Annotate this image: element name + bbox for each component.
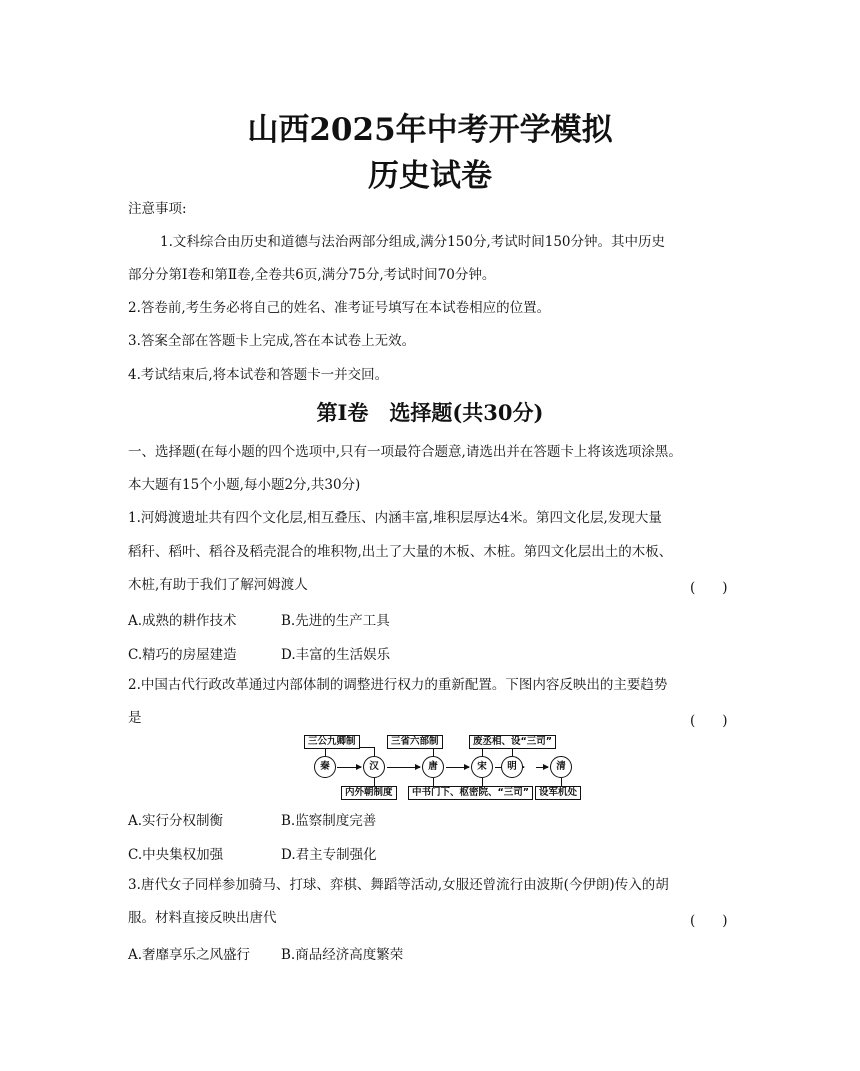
- q1-stem-line2: 稻秆、稻叶、稻谷及稻壳混合的堆积物,出土了大量的木板、木桩。第四文化层出土的木板、: [128, 544, 673, 560]
- notice-heading: 注意事项:: [128, 201, 187, 217]
- section-instructions-cont: 本大题有15个小题,每小题2分,共30分): [128, 477, 361, 493]
- q1-stem-line3: 木桩,有助于我们了解河姆渡人: [128, 577, 308, 593]
- section-instructions: 一、选择题(在每小题的四个选项中,只有一项最符合题意,请选出并在答题卡上将该选项涂黑。: [128, 444, 682, 460]
- notice-item-1-cont: 部分分第Ⅰ卷和第Ⅱ卷,全卷共6页,满分75分,考试时间70分钟。: [128, 267, 496, 283]
- q1-stem-line1: 1.河姆渡遗址共有四个文化层,相互叠压、内涵丰富,堆积层厚达4米。第四文化层,发现大量: [128, 510, 662, 526]
- node-qing: 清: [550, 756, 572, 778]
- q2-stem-line1: 2.中国古代行政改革通过内部体制的调整进行权力的重新配置。下图内容反映出的主要趋势: [128, 677, 668, 693]
- q2-option-d: D.君主专制强化: [281, 847, 377, 863]
- node-han: 汉: [363, 756, 385, 778]
- dynasty-reform-diagram: [303, 733, 588, 801]
- node-tang: 唐: [422, 756, 444, 778]
- exam-title: 山西2025年中考开学模拟: [247, 112, 613, 148]
- q2-stem-line2: 是: [128, 710, 142, 726]
- label-fei-chengxiang: 废丞相、设“三司”: [469, 735, 556, 749]
- node-ming: 明: [501, 756, 523, 778]
- q1-option-b: B.先进的生产工具: [281, 613, 390, 629]
- notice-item-3: 3.答案全部在答题卡上完成,答在本试卷上无效。: [128, 333, 416, 349]
- q1-option-c: C.精巧的房屋建造: [128, 647, 237, 663]
- node-song: 宋: [471, 756, 493, 778]
- q3-option-b: B.商品经济高度繁荣: [281, 947, 404, 963]
- q1-option-d: D.丰富的生活娱乐: [281, 647, 391, 663]
- q3-answer-paren: ( ): [690, 913, 728, 929]
- q2-option-b: B.监察制度完善: [281, 813, 377, 829]
- q3-stem-line2: 服。材料直接反映出唐代: [128, 910, 277, 926]
- label-neiwai-chao: 内外朝制度: [341, 786, 397, 800]
- q3-option-a: A.奢靡享乐之风盛行: [128, 947, 251, 963]
- q1-option-a: A.成熟的耕作技术: [128, 613, 237, 629]
- node-qin: 秦: [314, 756, 336, 778]
- notice-item-4: 4.考试结束后,将本试卷和答题卡一并交回。: [128, 367, 389, 383]
- label-sangong-jiuqing: 三公九卿制: [304, 735, 360, 749]
- notice-item-2: 2.答卷前,考生务必将自己的姓名、准考证号填写在本试卷相应的位置。: [128, 300, 551, 316]
- q3-stem-line1: 3.唐代女子同样参加骑马、打球、弈棋、舞蹈等活动,女服还曾流行由波斯(今伊朗)传入的胡: [128, 877, 669, 893]
- exam-subject-title: 历史试卷: [368, 158, 492, 194]
- section-title: 第Ⅰ卷 选择题(共30分): [316, 400, 544, 425]
- q2-answer-paren: ( ): [690, 713, 728, 729]
- q1-answer-paren: ( ): [690, 580, 728, 596]
- notice-item-1: 1.文科综合由历史和道德与法治两部分组成,满分150分,考试时间150分钟。其中历史: [160, 234, 665, 250]
- q2-option-a: A.实行分权制衡: [128, 813, 224, 829]
- label-junjichu: 设军机处: [535, 786, 581, 800]
- label-zhongshu-menxia: 中书门下、枢密院、“三司”: [408, 786, 533, 800]
- q2-option-c: C.中央集权加强: [128, 847, 224, 863]
- label-sansheng-liubu: 三省六部制: [387, 735, 443, 749]
